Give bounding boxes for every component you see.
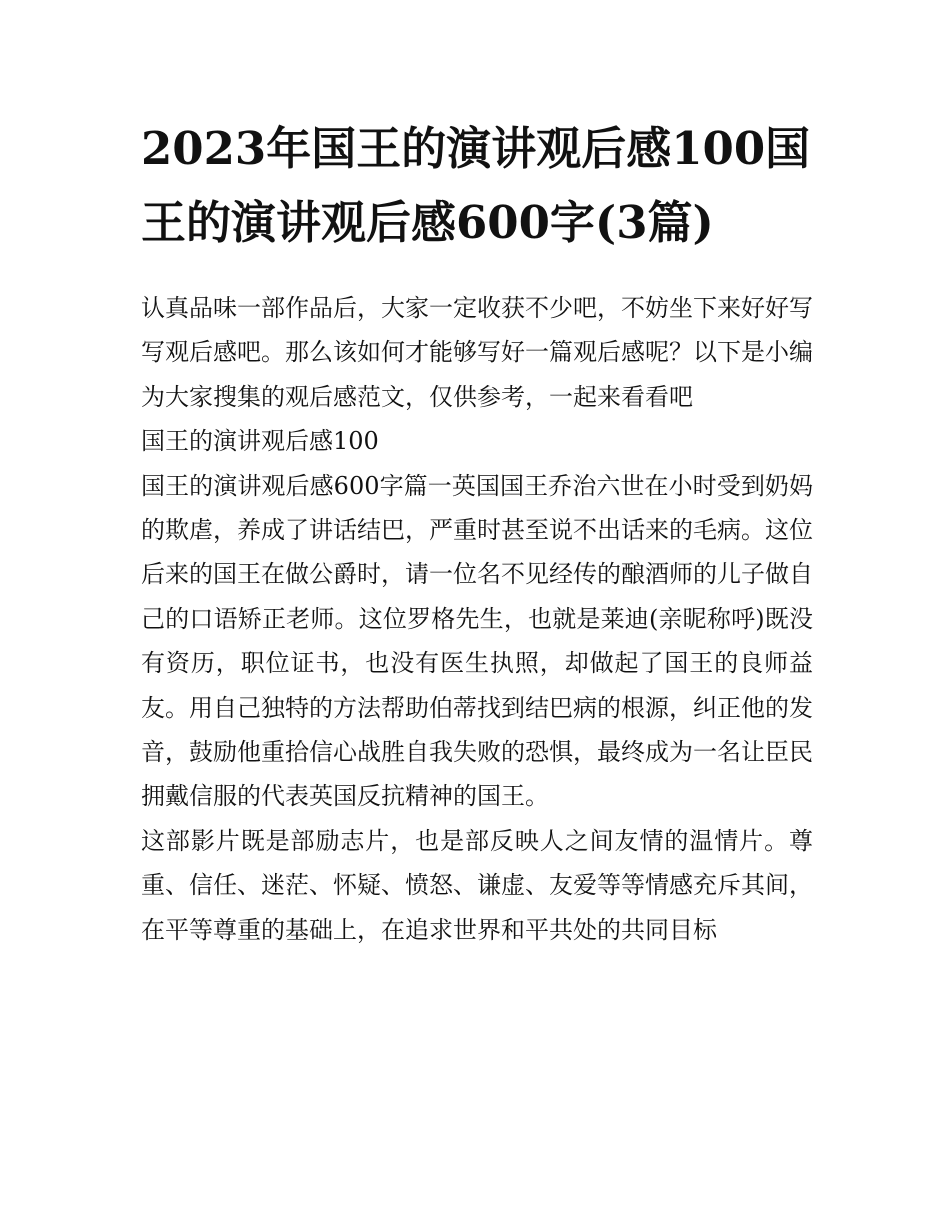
- document-title: 2023年国王的演讲观后感100国王的演讲观后感600字(3篇): [141, 122, 811, 249]
- intro-paragraph: 认真品味一部作品后，大家一定收获不少吧，不妨坐下来好好写写观后感吧。那么该如何才能够写好一篇观后感呢？以下是小编为大家搜集的观后感范文，仅供参考，一起来看看吧: [141, 294, 813, 411]
- subheading-paragraph: 国王的演讲观后感100: [141, 427, 379, 456]
- document-page: [141, 112, 813, 952]
- essay-paragraph-2: 这部影片既是部励志片，也是部反映人之间友情的温情片。尊重、信任、迷茫、怀疑、愤怒、谦虚、友爱等等情感充斥其间，在平等尊重的基础上，在追求世界和平共处的共同目标: [141, 826, 813, 944]
- document-body: [141, 286, 813, 952]
- essay-paragraph-1: 国王的演讲观后感600字篇一英国国王乔治六世在小时受到奶妈的欺虐，养成了讲话结巴，严重时甚至说不出话来的毛病。这位后来的国王在做公爵时，请一位名不见经传的酿酒师的儿子做自己的口语矫正老师。这位罗格先生，也就是莱迪(亲昵称呼)既没有资历，职位证书，也没有医生执照，却做起了国王的良师益友。用自己独特的方法帮助伯蒂找到结巴病的根源，纠正他的发音，鼓励他重拾信心战胜自我失败的恐惧，最终成为一名让臣民拥戴信服的代表英国反抗精神的国王。: [141, 471, 813, 811]
